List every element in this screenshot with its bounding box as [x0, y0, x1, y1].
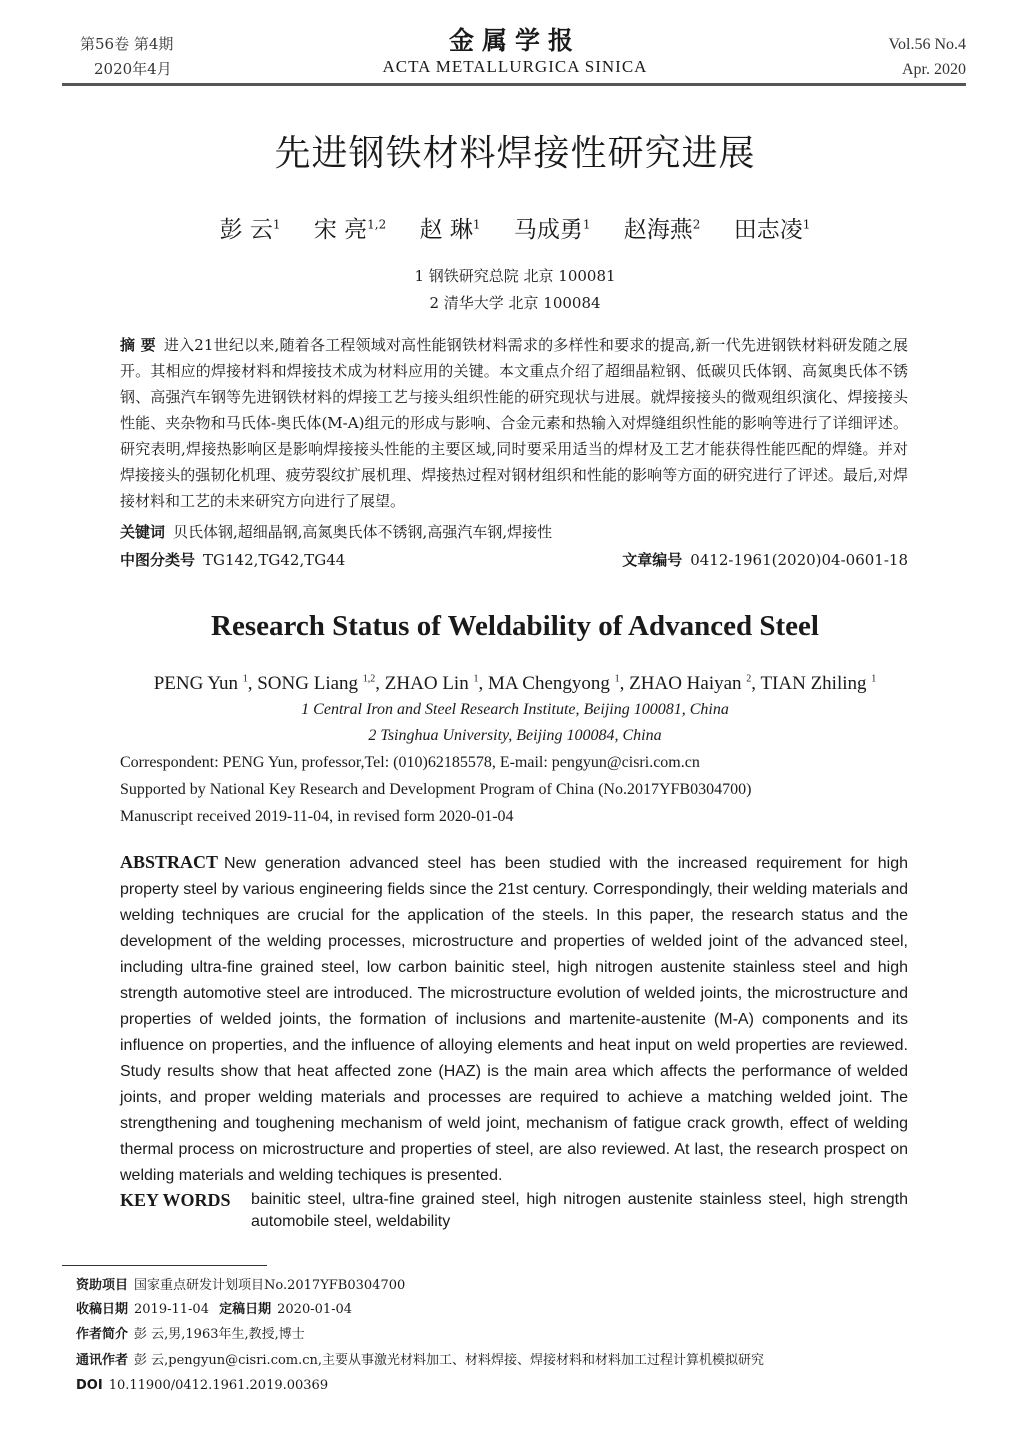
- author-en: MA Chengyong $^1$,: [487, 673, 630, 695]
- footnote-fund: 资助项目 国家重点研发计划项目No.2017YFB0304700: [76, 1278, 406, 1293]
- keywords-label-cn: 关键词: [120, 523, 166, 541]
- abstract-cn: [120, 332, 908, 514]
- footnote-doi: DOI 10.11900/0412.1961.2019.00369: [76, 1378, 329, 1393]
- author-list-cn: [0, 208, 1030, 246]
- footnote-dates: 收稿日期 2019-11-04 定稿日期 2020-01-04: [76, 1302, 353, 1317]
- affiliation-en-2: 2 Tsinghua University, Beijing 100084, China: [368, 727, 662, 744]
- author-en: ZHAO Haiyan $^2$,: [629, 673, 761, 695]
- journal-name-en: ACTA METALLURGICA SINICA: [382, 57, 648, 76]
- author-en: PENG Yun $^1$,: [153, 673, 258, 695]
- keywords-text-en: bainitic steel, ultra-fine grained steel, high nitrogen austenite stainless steel, high strength automobile steel, weldability: [251, 1191, 908, 1230]
- affiliation-en-1: 1 Central Iron and Steel Research Institute, Beijing 100081, China: [301, 701, 729, 718]
- author-cn: 彭 云$^1$: [219, 216, 281, 243]
- volume-issue-en: Vol.56 No.4: [888, 36, 966, 53]
- article-number: 文章编号 0412-1961(2020)04-0601-18: [622, 551, 908, 569]
- author-cn: 田志凌$^1$: [733, 216, 811, 243]
- correspondent-line: Correspondent: PENG Yun, professor,Tel: (010)62185578, E-mail: pengyun@cisri.com.cn: [120, 754, 700, 771]
- paper-title-cn: 先进钢铁材料焊接性研究进展: [274, 133, 756, 174]
- author-list-en: [0, 667, 1030, 697]
- keywords-text-cn: 贝氏体钢,超细晶钢,高氮奥氏体不锈钢,高强汽车钢,焊接性: [173, 523, 553, 541]
- abstract-label-cn: 摘 要: [120, 336, 156, 354]
- author-cn: 马成勇$^1$: [513, 216, 591, 243]
- footnote-corresponding: 通讯作者 彭 云,pengyun@cisri.com.cn,主要从事激光材料加工、材料焊接、焊接材料和材料加工过程计算机模拟研究: [76, 1353, 765, 1368]
- funding-line: Supported by National Key Research and Development Program of China (No.2017YFB0304700): [120, 781, 752, 798]
- date-en: Apr. 2020: [902, 61, 966, 78]
- author-cn: 赵 琳$^1$: [419, 216, 481, 243]
- author-en: TIAN Zhiling $^1$: [760, 673, 877, 695]
- keywords-cn: [120, 519, 908, 545]
- journal-name: [0, 26, 1030, 78]
- abstract-text-en: New generation advanced steel has been studied with the increased requirement for high property steel by various engineering fields since the 21st century. Correspondingly, their welding materials and welding techniques are crucial for the application of the steels. In this paper, the research status and the development of the welding processes, microstructure and properties of welded joint of the advanced steel, including ultra-fine grained steel, low carbon bainitic steel, high nitrogen austenite stainless steel and high strength automotive steel are introduced. The microstructure evolution of welded joints, the microstructure and properties of welded joints, the formation of inclusions and martenite-austenite (M-A) components and its influence on properties, and the influence of alloying elements and heat input on weld properties are reviewed. Study results show that heat affected zone (HAZ) is the main area which affects the performance of welded joints, and proper welding materials and processes are required to achieve a matching welded joint. The strengthening and toughening mechanism of weld joint, mechanism of fatigue crack growth, effect of welding thermal process on microstructure and properties of steel, are also reviewed. At last, the research prospect on welding materials and welding techiques is presented.: [120, 855, 908, 1184]
- volume-issue-cn: 第56卷 第4期: [80, 35, 174, 53]
- manuscript-line: Manuscript received 2019-11-04, in revised form 2020-01-04: [120, 808, 514, 825]
- paper-title-en: Research Status of Weldability of Advanced Steel: [211, 610, 819, 642]
- classification-row: [120, 547, 908, 573]
- keywords-label-en: KEY WORDS: [120, 1190, 231, 1210]
- author-cn: 宋 亮$^{1,2}$: [313, 216, 387, 243]
- abstract-text-cn: 进入21世纪以来,随着各工程领域对高性能钢铁材料需求的多样性和要求的提高,新一代先进钢铁材料研发随之展开。其相应的焊接材料和焊接技术成为材料应用的关键。本文重点介绍了超细晶粒钢、低碳贝氏体钢、高氮奥氏体不锈钢、高强汽车钢等先进钢铁材料的焊接工艺与接头组织性能的研究现状与进展。就焊接接头的微观组织演化、焊接接头性能、夹杂物和马氏体-奥氏体(M-A)组元的形成与影响、合金元素和热输入对焊缝组织性能的影响等进行了详细评述。研究表明,焊接热影响区是影响焊接接头性能的主要区域,同时要采用适当的焊材及工艺才能获得性能匹配的焊缝。并对焊接接头的强韧化机理、疲劳裂纹扩展机理、焊接热过程对钢材组织和性能的影响等方面的研究进行了评述。最后,对焊接材料和工艺的未来研究方向进行了展望。: [120, 336, 908, 510]
- author-en: ZHAO Lin $^1$,: [384, 673, 488, 695]
- journal-name-cn: 金属学报: [448, 26, 581, 55]
- author-cn: 赵海燕$^2$: [623, 216, 701, 243]
- affiliation-cn-2: 2 清华大学 北京 100084: [429, 294, 601, 312]
- header-rule: [62, 83, 966, 86]
- author-en: SONG Liang $^{1,2}$,: [257, 673, 385, 695]
- abstract-en: [120, 849, 908, 1189]
- class-number: TG142,TG42,TG44: [203, 551, 346, 569]
- footnote-author-bio: 作者简介 彭 云,男,1963年生,教授,博士: [76, 1327, 305, 1342]
- abstract-label-en: ABSTRACT: [120, 852, 219, 872]
- affiliation-cn-1: 1 钢铁研究总院 北京 100081: [414, 267, 616, 285]
- footnote-rule: [62, 1265, 267, 1266]
- class-label: 中图分类号: [120, 551, 196, 569]
- date-cn: 2020年4月: [94, 60, 172, 78]
- keywords-en: [120, 1189, 908, 1233]
- issue-info-en: [889, 32, 967, 82]
